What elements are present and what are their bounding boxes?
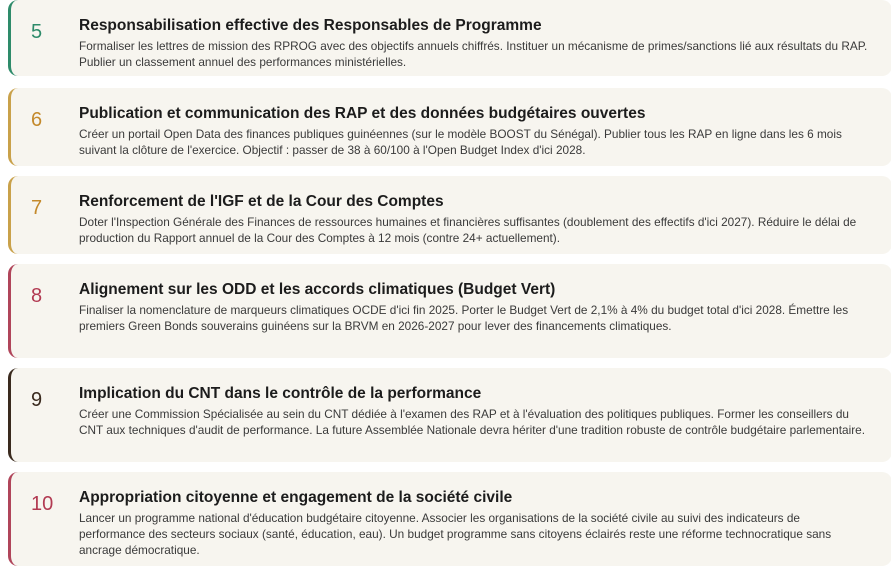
item-title: Renforcement de l'IGF et de la Cour des Comptes	[79, 193, 444, 210]
item-number: 6	[31, 109, 43, 131]
item-title: Publication et communication des RAP et des données budgétaires ouvertes	[79, 105, 646, 122]
item-title: Responsabilisation effective des Responsables de Programme	[79, 17, 542, 34]
item-title: Appropriation citoyenne et engagement de la société civile	[79, 489, 513, 506]
item-description: Finaliser la nomenclature de marqueurs climatiques OCDE d'ici fin 2025. Porter le Budget Vert de 2,1% à 4% du budget total d'ici 2028. Émettre les premiers Green Bonds souverains guinéens sur la BRVM en 2026-2027 pour lever des financements climatiques.	[79, 303, 849, 333]
item-description: Créer un portail Open Data des finances publiques guinéennes (sur le modèle BOOST du Sénégal). Publier tous les RAP en ligne dans les 6 mois suivant la clôture de l'exercice. Objectif : passer de 38 à 60/100 à l'Open Budget Index d'ici 2028.	[79, 127, 842, 157]
item-description: Formaliser les lettres de mission des RPROG avec des objectifs annuels chiffrés. Instituer un mécanisme de primes/sanctions lié aux résultats du RAP. Publier un classement annuel des performances ministérielles.	[79, 39, 868, 69]
item-number: 10	[31, 493, 54, 515]
recommendation-card-6	[8, 88, 891, 166]
item-number: 5	[31, 21, 43, 43]
recommendation-card-5	[8, 0, 891, 76]
item-description: Doter l'Inspection Générale des Finances de ressources humaines et financières suffisantes (doublement des effectifs d'ici 2027). Réduire le délai de production du Rapport annuel de la Cour des Comptes à 12 mois (contre 24+ actuellement).	[79, 215, 857, 245]
item-description: Créer une Commission Spécialisée au sein du CNT dédiée à l'examen des RAP et à l'évaluation des politiques publiques. Former les conseillers du CNT aux techniques d'audit de performance. La future Assemblée Nationale devra hériter d'une tradition robuste de contrôle budgétaire parlementaire.	[79, 407, 865, 437]
item-number: 8	[31, 285, 43, 307]
item-title: Implication du CNT dans le contrôle de la performance	[79, 385, 482, 402]
item-description: Lancer un programme national d'éducation budgétaire citoyenne. Associer les organisations de la société civile au suivi des indicateurs de performance des secteurs sociaux (santé, éducation, eau). Un budget programme sans citoyens éclairés reste une réforme technocratique sans ancrage démocratique.	[79, 511, 832, 557]
recommendation-card-7	[8, 176, 891, 254]
item-title: Alignement sur les ODD et les accords climatiques (Budget Vert)	[79, 281, 556, 298]
recommendation-card-10	[8, 472, 891, 566]
item-number: 7	[31, 197, 43, 219]
recommendation-card-9	[8, 368, 891, 462]
recommendation-card-8	[8, 264, 891, 358]
item-number: 9	[31, 389, 43, 411]
